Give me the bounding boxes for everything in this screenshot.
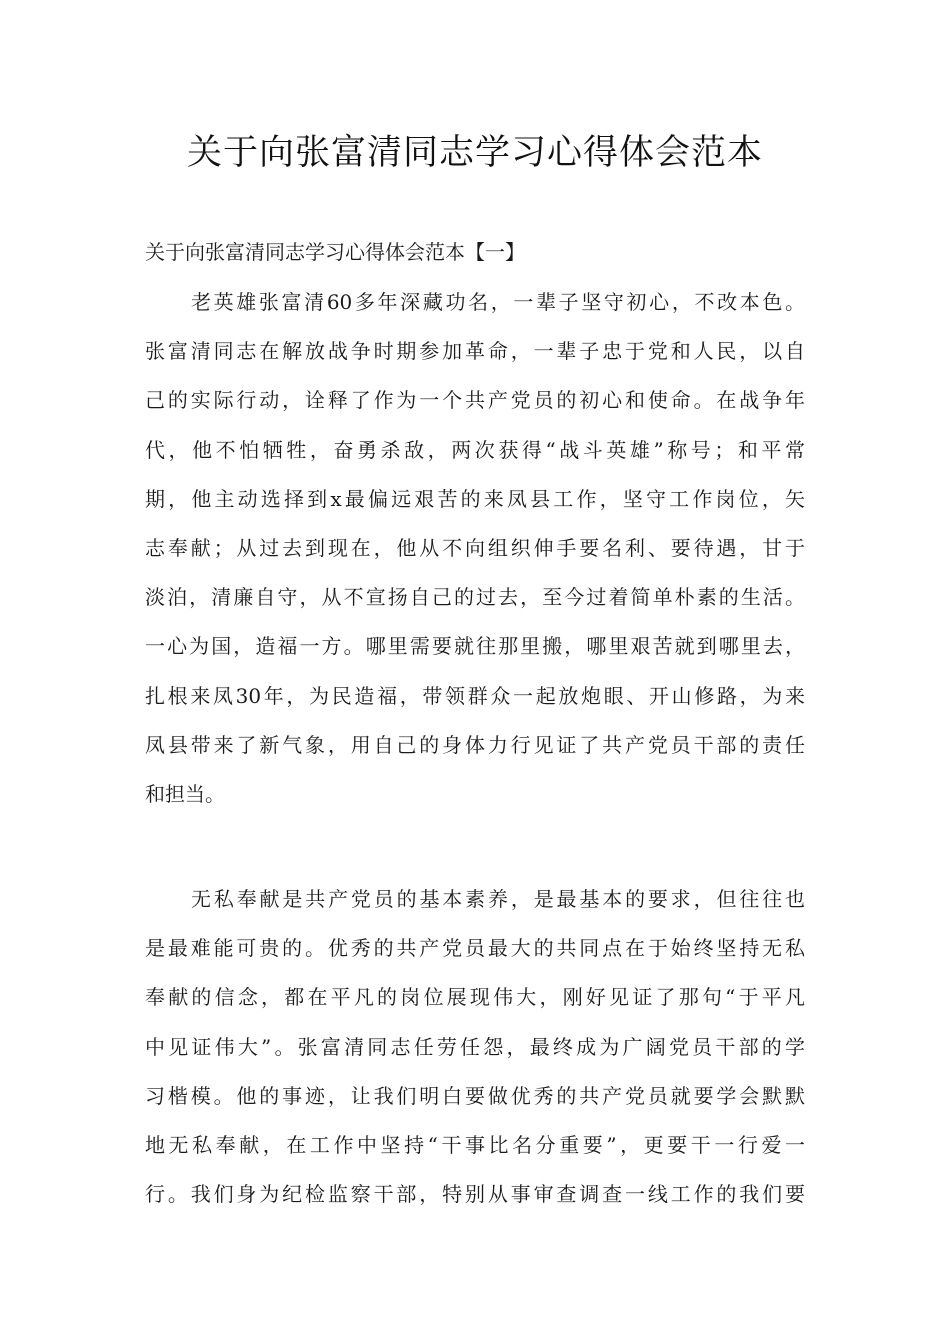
paragraph-line: 凤县带来了新气象，用自己的身体力行见证了共产党员干部的责任 — [145, 732, 805, 757]
paragraph-2 — [145, 875, 805, 1219]
paragraph-line: 代，他不怕牺牲，奋勇杀敌，两次获得“战斗英雄”称号；和平常 — [145, 437, 805, 462]
paragraph-line: 扎根来凤30年，为民造福，带领群众一起放炮眼、开山修路，为来 — [145, 683, 805, 708]
paragraph-line: 行。我们身为纪检监察干部，特别从事审查调查一线工作的我们要 — [145, 1182, 805, 1207]
paragraph-line: 淡泊，清廉自守，从不宣扬自己的过去，至今过着简单朴素的生活。 — [145, 585, 805, 610]
paragraph-line: 是最难能可贵的。优秀的共产党员最大的共同点在于始终坚持无私 — [145, 936, 805, 961]
paragraph-line: 无私奉献是共产党员的基本素养，是最基本的要求，但往往也 — [191, 887, 805, 911]
paragraph-1 — [145, 278, 805, 819]
paragraph-line: 地无私奉献，在工作中坚持“干事比名分重要”，更要干一行爱一 — [145, 1132, 805, 1157]
paragraph-line: 和担当。 — [145, 781, 225, 806]
paragraph-line: 期，他主动选择到x最偏远艰苦的来凤县工作，坚守工作岗位，矢 — [145, 486, 805, 511]
paragraph-line: 习楷模。他的事迹，让我们明白要做优秀的共产党员就要学会默默 — [145, 1083, 805, 1108]
paragraph-line: 奉献的信念，都在平凡的岗位展现伟大，刚好见证了那句“于平凡 — [145, 985, 805, 1010]
paragraph-line: 中见证伟大”。张富清同志任劳任怨，最终成为广阔党员干部的学 — [145, 1034, 805, 1059]
paragraph-line: 志奉献；从过去到现在，他从不向组织伸手要名利、要待遇，甘于 — [145, 535, 805, 560]
document-title: 关于向张富清同志学习心得体会范本 — [186, 133, 763, 173]
section-heading: 关于向张富清同志学习心得体会范本【一】 — [145, 240, 525, 264]
paragraph-line: 老英雄张富清60多年深藏功名，一辈子坚守初心，不改本色。 — [191, 290, 805, 314]
paragraph-line: 一心为国，造福一方。哪里需要就往那里搬，哪里艰苦就到哪里去， — [145, 634, 805, 659]
paragraph-line: 张富清同志在解放战争时期参加革命，一辈子忠于党和人民，以自 — [145, 339, 805, 364]
paragraph-line: 己的实际行动，诠释了作为一个共产党员的初心和使命。在战争年 — [145, 388, 805, 413]
